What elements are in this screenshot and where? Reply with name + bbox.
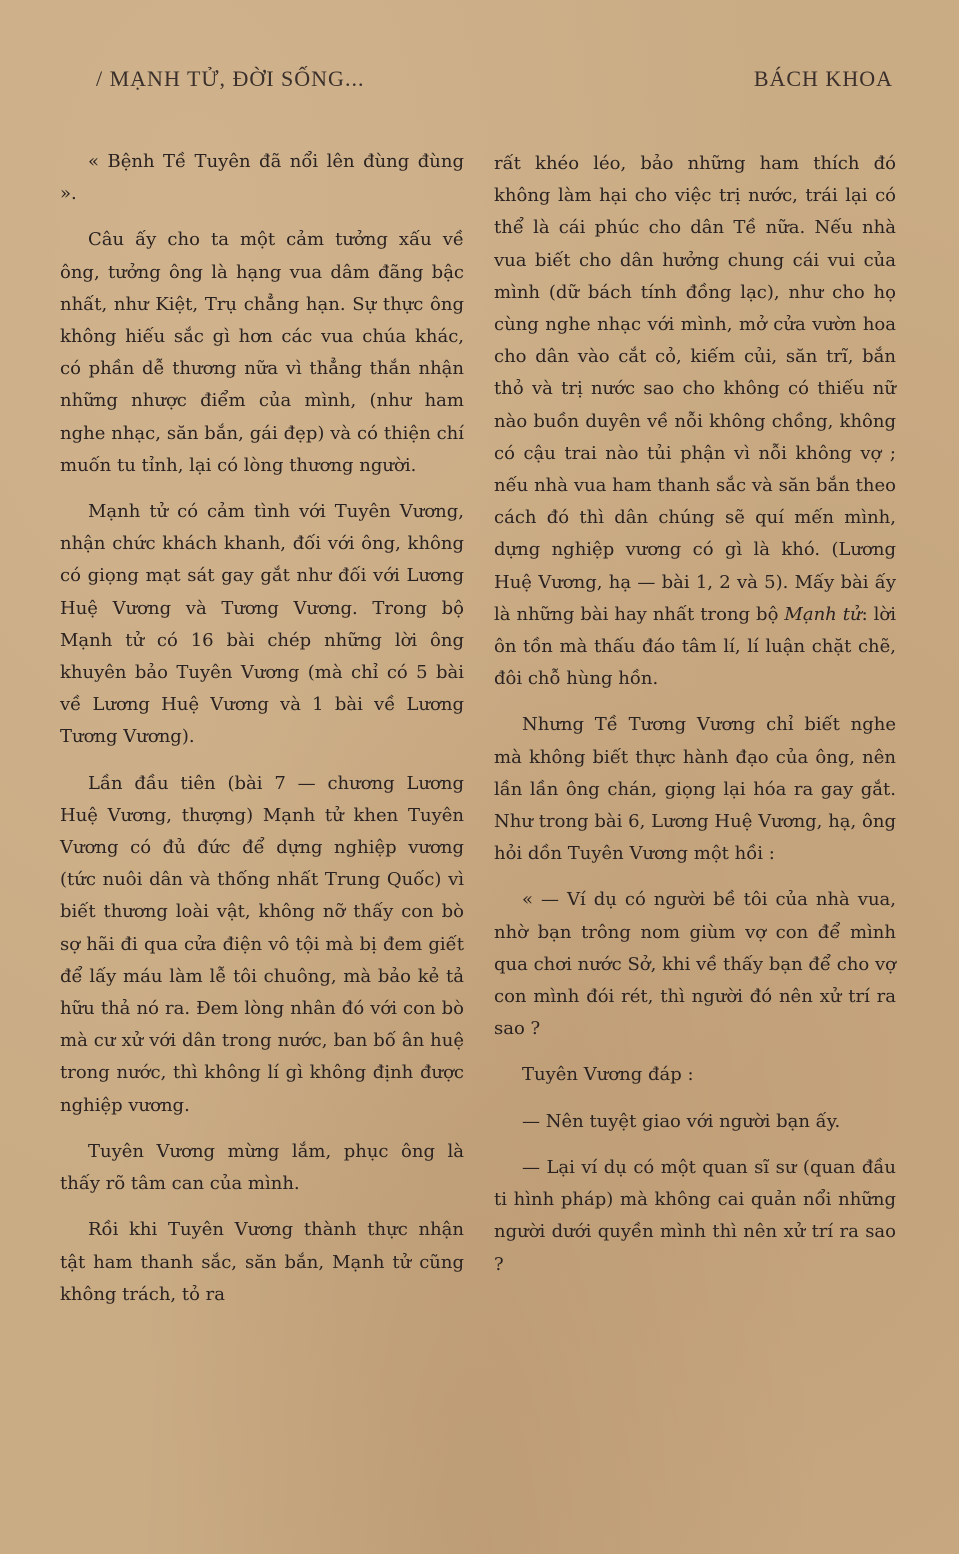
right-column — [494, 148, 896, 1295]
running-head-title: / MẠNH TỬ, ĐỜI SỐNG... — [96, 66, 365, 91]
left-column — [60, 146, 464, 1325]
paragraph-text: : lời ôn tồn mà thấu đáo tâm lí, lí luận chặt chẽ, đôi chỗ hùng hồn. — [494, 603, 896, 690]
paragraph: — Nên tuyệt giao với người bạn ấy. — [522, 1110, 841, 1132]
paragraph — [494, 148, 896, 695]
paragraph: Câu ấy cho ta một cảm tưởng xấu về ông, tưởng ông là hạng vua dâm đãng bậc nhất, như Kiệt, Trụ chẳng hạn. Sự thực ông không hiếu sắc gì hơn các vua chúa khác, có phần dễ thương nữa vì thẳng thắn nhận những nhược điểm của mình, (như ham nghe nhạc, săn bắn, gái đẹp) và có thiện chí muốn tu tỉnh, lại có lòng thương người. — [60, 229, 464, 476]
paragraph: Mạnh tử có cảm tình với Tuyên Vương, nhận chức khách khanh, đối với ông, không có giọng mạt sát gay gắt như đối với Lương Huệ Vương và Tương Vương. Trong bộ Mạnh tử có 16 bài chép những lời ông khuyên bảo Tuyên Vương (mà chỉ có 5 bài về Lương Huệ Vương và 1 bài về Lương Tương Vương). — [60, 501, 464, 748]
paragraph-text: rất khéo léo, bảo những ham thích đó không làm hại cho việc trị nước, trái lại có thể là cái phúc cho dân Tề nữa. Nếu nhà vua biết cho dân hưởng chung cái vui của mình (dữ bách tính đồng lạc), như cho họ cùng nghe nhạc với mình, mở cửa vườn hoa cho dân vào cắt cỏ, kiếm củi, săn trĩ, bắn thỏ và trị nước sao cho không có thiếu nữ nào buồn duyên về nỗi không chồng, không có cậu trai nào tủi phận vì nỗi không vợ ; nếu nhà vua ham thanh sắc và săn bắn theo cách đó thì dân chúng sẽ quí mến mình, dựng nghiệp vương có gì là khó. (Lương Huệ Vương, hạ — bài 1, 2 và 5). Mấy bài ấy là những bài hay nhất trong bộ — [494, 153, 896, 625]
paragraph: « Bệnh Tề Tuyên đã nổi lên đùng đùng ». — [60, 151, 464, 205]
book-title: Mạnh tử — [784, 603, 862, 625]
paragraph: Rồi khi Tuyên Vương thành thực nhận tật ham thanh sắc, săn bắn, Mạnh tử cũng không trách, tỏ ra — [60, 1219, 464, 1305]
paragraph: « — Ví dụ có người bề tôi của nhà vua, nhờ bạn trông nom giùm vợ con để mình qua chơi nước Sở, khi về thấy bạn để cho vợ con mình đói rét, thì người đó nên xử trí ra sao ? — [494, 889, 896, 1040]
paragraph: Lần đầu tiên (bài 7 — chương Lương Huệ Vương, thượng) Mạnh tử khen Tuyên Vương có đủ đức để dựng nghiệp vương (tức nuôi dân và thống nhất Trung Quốc) vì biết thương loài vật, không nỡ thấy con bò sợ hãi đi qua cửa điện vô tội mà bị đem giết để lấy máu làm lễ tôi chuông, mà bảo kẻ tả hữu thả nó ra. Đem lòng nhân đó với con bò mà cư xử với dân trong nước, ban bố ân huệ trong nước, thì không lí gì không định được nghiệp vương. — [60, 772, 464, 1116]
running-head-magazine: BÁCH KHOA — [753, 66, 893, 91]
paragraph: Nhưng Tề Tương Vương chỉ biết nghe mà không biết thực hành đạo của ông, nên lần lần ông chán, giọng lại hóa ra gay gắt. Như trong bài 6, Lương Huệ Vương, hạ, ông hỏi dồn Tuyên Vương một hồi : — [494, 714, 896, 865]
paragraph: — Lại ví dụ có một quan sĩ sư (quan đầu ti hình pháp) mà không cai quản nổi những người dưới quyền mình thì nên xử trí ra sao ? — [494, 1156, 896, 1275]
paragraph: Tuyên Vương đáp : — [522, 1064, 694, 1086]
paragraph: Tuyên Vương mừng lắm, phục ông là thấy rõ tâm can của mình. — [60, 1140, 464, 1195]
